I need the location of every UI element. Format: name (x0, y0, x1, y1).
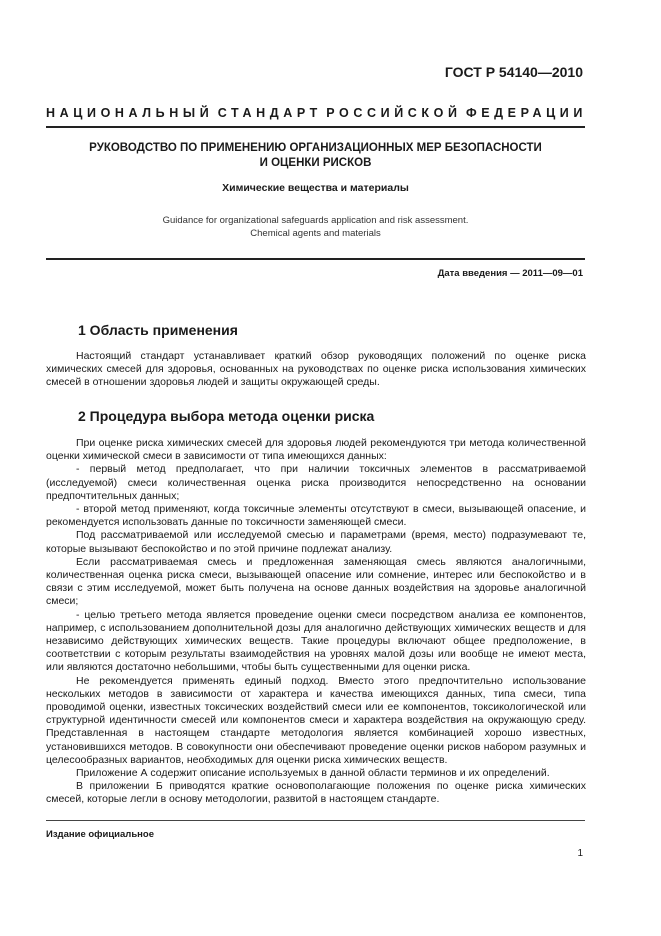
paragraph: - целью третьего метода является проведение оценки смеси посредством анализа ее компонентов, например, с использованием дополнительной дозы для аналогично действующих химических веществ и для независимо действующих химических веществ. Такие процедуры включают общее предположение, в соответствии с которым результаты взаимодействия на уровнях малой дозы или вообще не имеют места, или являются достаточно небольшими, чтобы быть существенными для оценки риска. (46, 608, 586, 674)
english-title (46, 214, 585, 240)
section-heading: 1 Область применения (78, 322, 238, 338)
banner-word: СТАНДАРТ (217, 106, 322, 120)
section-heading: 2 Процедура выбора метода оценки риска (78, 408, 375, 424)
banner-word: ФЕДЕРАЦИИ (465, 106, 587, 120)
paragraph: При оценке риска химических смесей для здоровья людей рекомендуются три метода количественной оценки химической смеси в зависимости от типа имеющихся данных: (46, 437, 586, 463)
title-line: РУКОВОДСТВО ПО ПРИМЕНЕНИЮ ОРГАНИЗАЦИОННЫХ МЕР БЕЗОПАСНОСТИ (89, 142, 542, 154)
edition-note: Издание официальное (46, 829, 154, 840)
standard-number: ГОСТ Р 54140—2010 (444, 64, 583, 80)
top-divider (46, 126, 585, 128)
middle-divider (46, 258, 585, 260)
document-title (46, 141, 585, 171)
banner-word: НАЦИОНАЛЬНЫЙ (46, 106, 214, 120)
section-body (46, 350, 586, 390)
national-standard-banner (46, 106, 587, 120)
paragraph: - второй метод применяют, когда токсичные элементы отсутствуют в смеси, вызывающей опасение, и рекомендуется использовать данные по токсичности заменяющей смеси. (46, 503, 586, 529)
paragraph: Под рассматриваемой или исследуемой смесью и параметрами (время, место) подразумевают те, которые вызывают беспокойство и по этой причине подлежат анализу. (46, 529, 586, 555)
banner-word: РОССИЙСКОЙ (326, 106, 462, 120)
paragraph: В приложении Б приводятся краткие основополагающие положения по оценке риска химических смесей, которые легли в основу методологии, развитой в настоящем стандарте. (46, 780, 586, 806)
paragraph: Не рекомендуется применять единый подход. Вместо этого предпочтительно использование нескольких методов в зависимости от характера и качества имеющихся данных, типа смеси, типа проводимой оценки, известных токсических воздействий смеси или ее компонентов, токсикологической или структурной идентичности смесей или компонентов смеси и характера воздействия на окружающую среду. Представленная в настоящем стандарте методология является комбинацией хорошо известных, установившихся методов. В совокупности они обеспечивают проведение оценки рисков набором разумных и целесообразных вариантов, необходимых для оценки риска химических веществ. (46, 674, 586, 766)
title-line: И ОЦЕНКИ РИСКОВ (259, 157, 372, 169)
page-number: 1 (577, 848, 583, 859)
paragraph: Настоящий стандарт устанавливает краткий обзор руководящих положений по оценке риска химических смесей для здоровья, основанных на руководствах по оценке риска использования химических смесей в отношении здоровья людей и защиты окружающей среды. (46, 350, 586, 389)
document-subtitle: Химические вещества и материалы (222, 182, 409, 194)
section-body (46, 437, 586, 807)
english-title-line: Guidance for organizational safeguards application and risk assessment. (162, 215, 469, 226)
paragraph: Приложение А содержит описание используемых в данной области терминов и их определений. (76, 767, 550, 780)
footer-divider (46, 820, 585, 821)
introduction-date: Дата введения — 2011—09—01 (437, 268, 583, 279)
paragraph: Если рассматриваемая смесь и предложенная заменяющая смесь являются аналогичными, количественная оценка риска смеси, вызывающей опасение или сомнение, интерес или беспокойство и в связи с этим исследуемой, может быть получена на основе данных воздействия на здоровье аналогичной смеси; (46, 555, 586, 608)
paragraph: - первый метод предполагает, что при наличии токсичных элементов в рассматриваемой (исследуемой) смеси количественная оценка риска производится непосредственно на основании предпочтительных данных; (46, 463, 586, 502)
english-title-line: Chemical agents and materials (250, 228, 381, 239)
